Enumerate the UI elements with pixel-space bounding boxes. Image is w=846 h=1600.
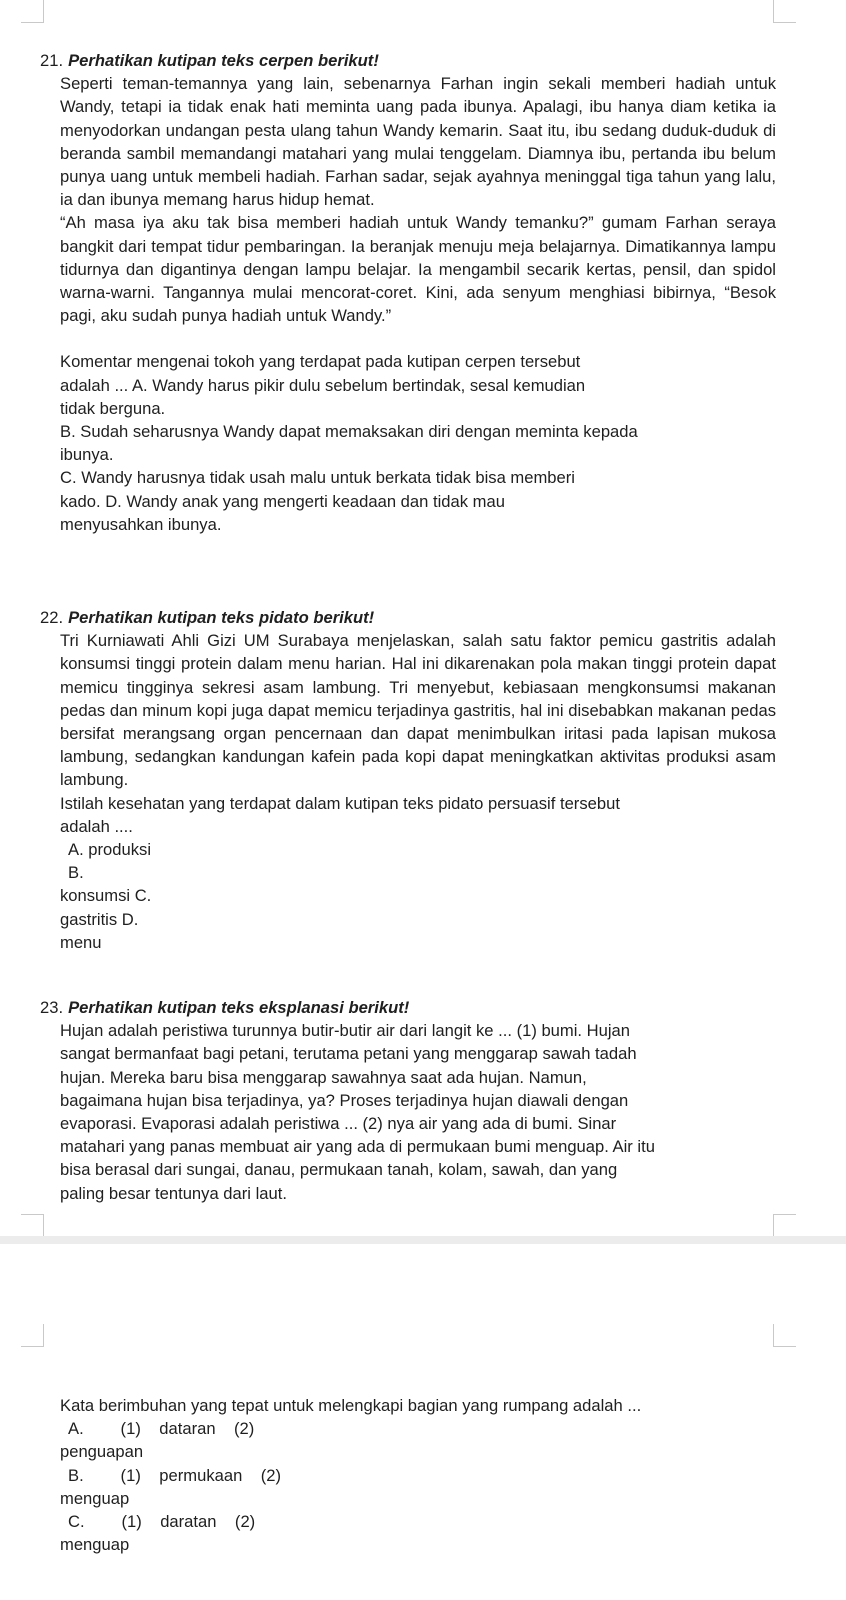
- question-instruction: Perhatikan kutipan teks eksplanasi berikut!: [68, 998, 410, 1017]
- story-paragraph: Seperti teman-temannya yang lain, sebenarnya Farhan ingin sekali memberi hadiah untuk Wandy, tetapi ia tidak enak hati meminta uang pada ibunya. Apalagi, ibu hanya diam ketika ia menyodorkan undangan pesta ulang tahun Wandy kemarin. Saat itu, ibu sedang duduk-duduk di beranda sambil memandangi matahari yang mulai tenggelam. Diamnya ibu, pertanda ibu belum punya uang untuk membeli hadiah. Farhan sadar, sejak ayahnya meninggal tiga tahun yang lalu, ia dan ibunya memang harus hidup hemat.: [60, 74, 776, 210]
- crop-mark: [21, 0, 44, 23]
- question-line: C. Wandy harusnya tidak usah malu untuk berkata tidak bisa memberi: [60, 468, 575, 488]
- question-line: B. Sudah seharusnya Wandy dapat memaksakan diri dengan meminta kepada: [60, 422, 638, 442]
- crop-mark: [773, 1324, 796, 1347]
- crop-mark: [21, 1324, 44, 1347]
- question-heading: [40, 49, 776, 72]
- story-paragraph: “Ah masa iya aku tak bisa memberi hadiah untuk Wandy temanku?” gumam Farhan seraya bangkit dari tempat tidur pembaringan. Ia beranjak menuju meja belajarnya. Dimatikannya lampu tidurnya dan digantinya dengan lampu belajar. Ia mengambil secarik kertas, pensil, dan spidol warna-warni. Tangannya mulai mencorat-coret. Kini, ada senyum menghiasi bibirnya, “Besok pagi, aku sudah punya hadiah untuk Wandy.”: [60, 213, 776, 326]
- page-2: [0, 1244, 846, 1600]
- question-line: adalah ... A. Wandy harus pikir dulu sebelum bertindak, sesal kemudian: [60, 375, 586, 395]
- question-line: kado. D. Wandy anak yang mengerti keadaan dan tidak mau: [60, 491, 505, 511]
- option-line: A. produksi: [68, 840, 152, 860]
- question-22: [40, 606, 776, 954]
- explanation-line: Hujan adalah peristiwa turunnya butir-butir air dari langit ke ... (1) bumi. Hujan: [60, 1021, 630, 1041]
- option-line: menguap: [60, 1535, 130, 1555]
- explanation-line: matahari yang panas membuat air yang ada di permukaan bumi menguap. Air itu: [60, 1137, 655, 1157]
- explanation-line: hujan. Mereka baru bisa menggarap sawahnya saat ada hujan. Namun,: [60, 1067, 587, 1087]
- option-line: C. (1) daratan (2): [68, 1512, 256, 1532]
- question-instruction: Perhatikan kutipan teks cerpen berikut!: [68, 51, 379, 70]
- option-line: penguapan: [60, 1442, 144, 1462]
- question-line: ibunya.: [60, 445, 114, 465]
- question-number: 22.: [40, 608, 64, 627]
- option-line: A. (1) dataran (2): [68, 1419, 255, 1439]
- question-line: Komentar mengenai tokoh yang terdapat pada kutipan cerpen tersebut: [60, 352, 581, 372]
- question-line: Istilah kesehatan yang terdapat dalam kutipan teks pidato persuasif tersebut: [60, 793, 620, 813]
- crop-mark: [773, 0, 796, 23]
- question-text: Kata berimbuhan yang tepat untuk melengkapi bagian yang rumpang adalah ...: [60, 1396, 642, 1415]
- option-line: B.: [68, 863, 84, 883]
- question-23-continued: [60, 1394, 776, 1556]
- speech-paragraph: Tri Kurniawati Ahli Gizi UM Surabaya menjelaskan, salah satu faktor pemicu gastritis adalah konsumsi tinggi protein dalam menu harian. Hal ini dikarenakan pola makan tinggi protein dapat memicu tingginya sekresi asam lambung. Tri menyebut, kebiasaan mengkonsumsi makanan pedas dan minum kopi juga dapat memicu terjadinya gastritis, hal ini disebabkan makanan pedas bersifat merangsang organ pencernaan dan dapat menimbulkan iritasi pada lapisan mukosa lambung, sedangkan kandungan kafein pada kopi dapat meningkatkan aktivitas produksi asam lambung.: [60, 631, 776, 790]
- explanation-line: bagaimana hujan bisa terjadinya, ya? Proses terjadinya hujan diawali dengan: [60, 1090, 629, 1110]
- option-line: B. (1) permukaan (2): [68, 1465, 282, 1485]
- question-number: 23.: [40, 998, 64, 1017]
- question-heading: [40, 606, 776, 629]
- question-21: [40, 49, 776, 536]
- option-line: konsumsi C.: [60, 886, 152, 906]
- question-line: adalah ....: [60, 816, 133, 836]
- explanation-line: evaporasi. Evaporasi adalah peristiwa ... (2) nya air yang ada di bumi. Sinar: [60, 1114, 617, 1134]
- question-line: menyusahkan ibunya.: [60, 514, 222, 534]
- option-line: gastritis D.: [60, 909, 139, 929]
- crop-mark: [21, 1214, 44, 1237]
- option-line: menu: [60, 932, 102, 952]
- crop-mark: [773, 1214, 796, 1237]
- explanation-line: paling besar tentunya dari laut.: [60, 1183, 287, 1203]
- question-23: [40, 996, 776, 1205]
- question-line: tidak berguna.: [60, 398, 166, 418]
- page-separator: [0, 1236, 846, 1244]
- question-number: 21.: [40, 51, 64, 70]
- question-heading: [40, 996, 776, 1019]
- explanation-line: bisa berasal dari sungai, danau, permukaan tanah, kolam, sawah, dan yang: [60, 1160, 618, 1180]
- question-instruction: Perhatikan kutipan teks pidato berikut!: [68, 608, 375, 627]
- option-line: menguap: [60, 1488, 130, 1508]
- explanation-line: sangat bermanfaat bagi petani, terutama petani yang menggarap sawah tadah: [60, 1044, 637, 1064]
